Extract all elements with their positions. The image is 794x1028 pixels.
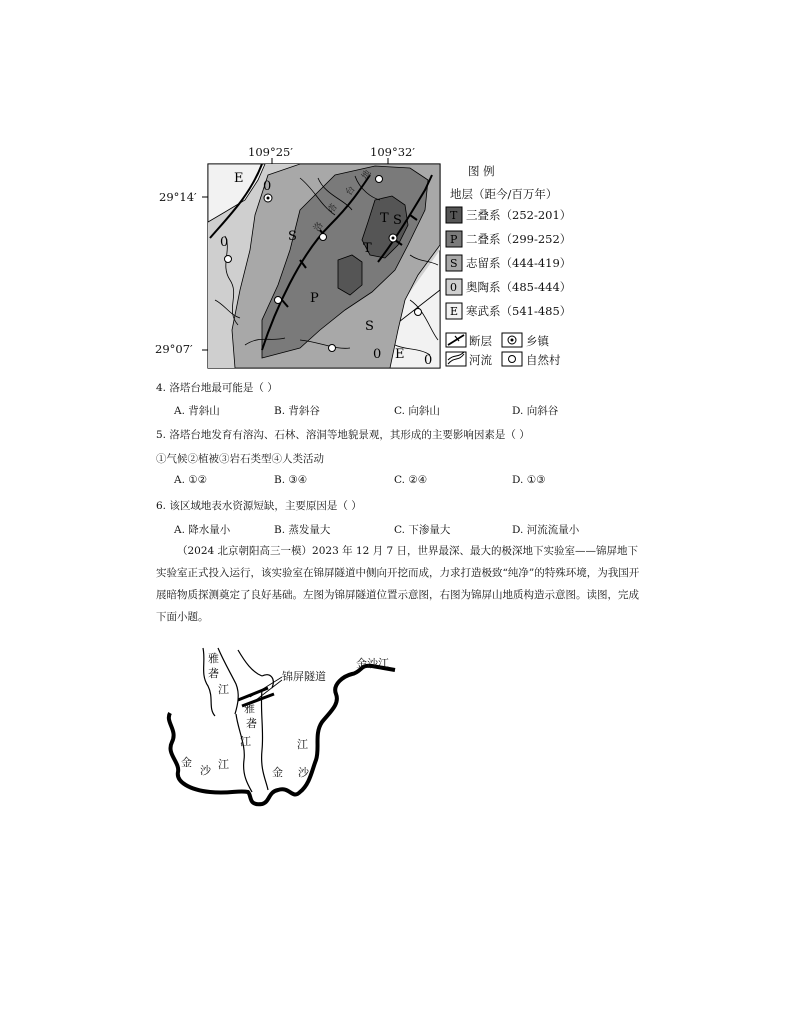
yalong-upper-char-2: 砻 <box>208 667 219 680</box>
intro-paragraph: （2024 北京朝阳高三一模）2023 年 12 月 7 日，世界最深、最大的极深地下实验室——锦屏地下实验室正式投入运行，该实验室在锦屏隧道中侧向开挖而成，力求打造极致“纯净”的特殊环境，为我国开展暗物质探测奠定了良好基础。左图为锦屏隧道位置示意图，右图为锦屏山地质构造示意图。读图，完成下面小题。 <box>156 545 640 623</box>
plateau-char-3: 台 <box>344 184 358 198</box>
longitude-label-left: 109°25′ <box>248 145 293 159</box>
question-stem: 5. 洛塔台地发育有溶沟、石林、溶洞等地貌景观，其形成的主要影响因素是（ ） <box>156 429 530 441</box>
question-sub-options: ①气候②植被③岩石类型④人类活动 <box>156 453 324 465</box>
legend-label-p: 二叠系（299-252） <box>466 232 572 246</box>
legend-label-t: 三叠系（252-201） <box>466 208 572 222</box>
label-s-right: S <box>365 319 374 334</box>
legend-label-o: 奥陶系（485-444） <box>466 280 572 294</box>
legend-label-s: 志留系（444-419） <box>466 256 572 270</box>
tunnel-label: 锦屏隧道 <box>282 670 326 683</box>
label-e-top: E <box>234 171 244 186</box>
jinsha-river <box>169 666 395 805</box>
label-s-small: S <box>393 213 402 228</box>
jinsha-mid-char-1: 金 <box>272 766 283 779</box>
option-d[interactable]: D. 向斜谷 <box>512 405 559 417</box>
option-b[interactable]: B. 蒸发量大 <box>274 524 331 536</box>
yalong-lower-char-3: 江 <box>240 735 251 748</box>
option-a[interactable]: A. 背斜山 <box>174 405 220 417</box>
jiang-right-label: 江 <box>297 738 308 751</box>
label-e-bottom: E <box>395 347 405 362</box>
jinsha-left-char-2: 沙 <box>200 764 211 777</box>
label-o-left: 0 <box>220 235 229 250</box>
yalong-upper-char-3: 江 <box>218 683 229 696</box>
yalong-river-upper-2 <box>218 648 238 714</box>
option-d[interactable]: D. 河流流量小 <box>512 524 580 536</box>
question-stem: 4. 洛塔台地最可能是（ ） <box>156 382 278 394</box>
longitude-label-right: 109°32′ <box>370 145 415 159</box>
legend-label-e: 寒武系（541-485） <box>466 304 572 318</box>
jinsha-mid-char-2: 沙 <box>298 766 309 779</box>
option-a[interactable]: A. 降水量小 <box>174 524 231 536</box>
question-stem: 6. 该区域地表水资源短缺，主要原因是（ ） <box>156 500 362 512</box>
plateau-char-4: 地 <box>360 168 374 182</box>
legend-code-p: P <box>450 233 458 246</box>
legend-subtitle: 地层（距今/百万年） <box>450 187 558 201</box>
legend-town-label: 乡镇 <box>526 334 549 348</box>
yalong-lower-char-2: 砻 <box>246 717 257 730</box>
legend-village-label: 自然村 <box>526 353 561 367</box>
option-d[interactable]: D. ①③ <box>512 474 546 486</box>
legend-river-label: 河流 <box>469 353 492 367</box>
label-t2: T <box>363 241 372 256</box>
option-a[interactable]: A. ①② <box>174 474 208 486</box>
option-c[interactable]: C. ②④ <box>394 474 428 486</box>
legend-title: 图 例 <box>468 164 495 178</box>
yalong-lower-char-1: 雅 <box>244 702 255 715</box>
label-o-top: 0 <box>263 179 272 194</box>
legend-fault-label: 断层 <box>469 334 492 348</box>
option-b[interactable]: B. 背斜谷 <box>274 405 320 417</box>
plateau-char-1: 洛 <box>312 220 326 234</box>
label-p: P <box>310 291 319 306</box>
jinsha-top-label: 金沙江 <box>356 657 389 670</box>
legend-code-o: 0 <box>450 281 457 294</box>
option-b[interactable]: B. ③④ <box>274 474 308 486</box>
latitude-label-top: 29°14′ <box>159 190 197 204</box>
label-s-left: S <box>288 229 297 244</box>
option-c[interactable]: C. 向斜山 <box>394 405 440 417</box>
option-c[interactable]: C. 下渗量大 <box>394 524 451 536</box>
label-o-bottom: 0 <box>373 347 382 362</box>
legend-code-e: E <box>450 305 459 318</box>
label-o-corner: 0 <box>424 353 433 368</box>
label-t1: T <box>380 211 389 226</box>
legend-code-t: T <box>450 209 458 222</box>
jinsha-left-char-3: 江 <box>218 758 229 771</box>
legend-code-s: S <box>450 257 458 270</box>
jinsha-left-char-1: 金 <box>181 756 192 769</box>
yalong-upper-char-1: 雅 <box>208 652 219 665</box>
plateau-char-2: 塔 <box>326 202 340 216</box>
latitude-label-bottom: 29°07′ <box>155 342 193 356</box>
